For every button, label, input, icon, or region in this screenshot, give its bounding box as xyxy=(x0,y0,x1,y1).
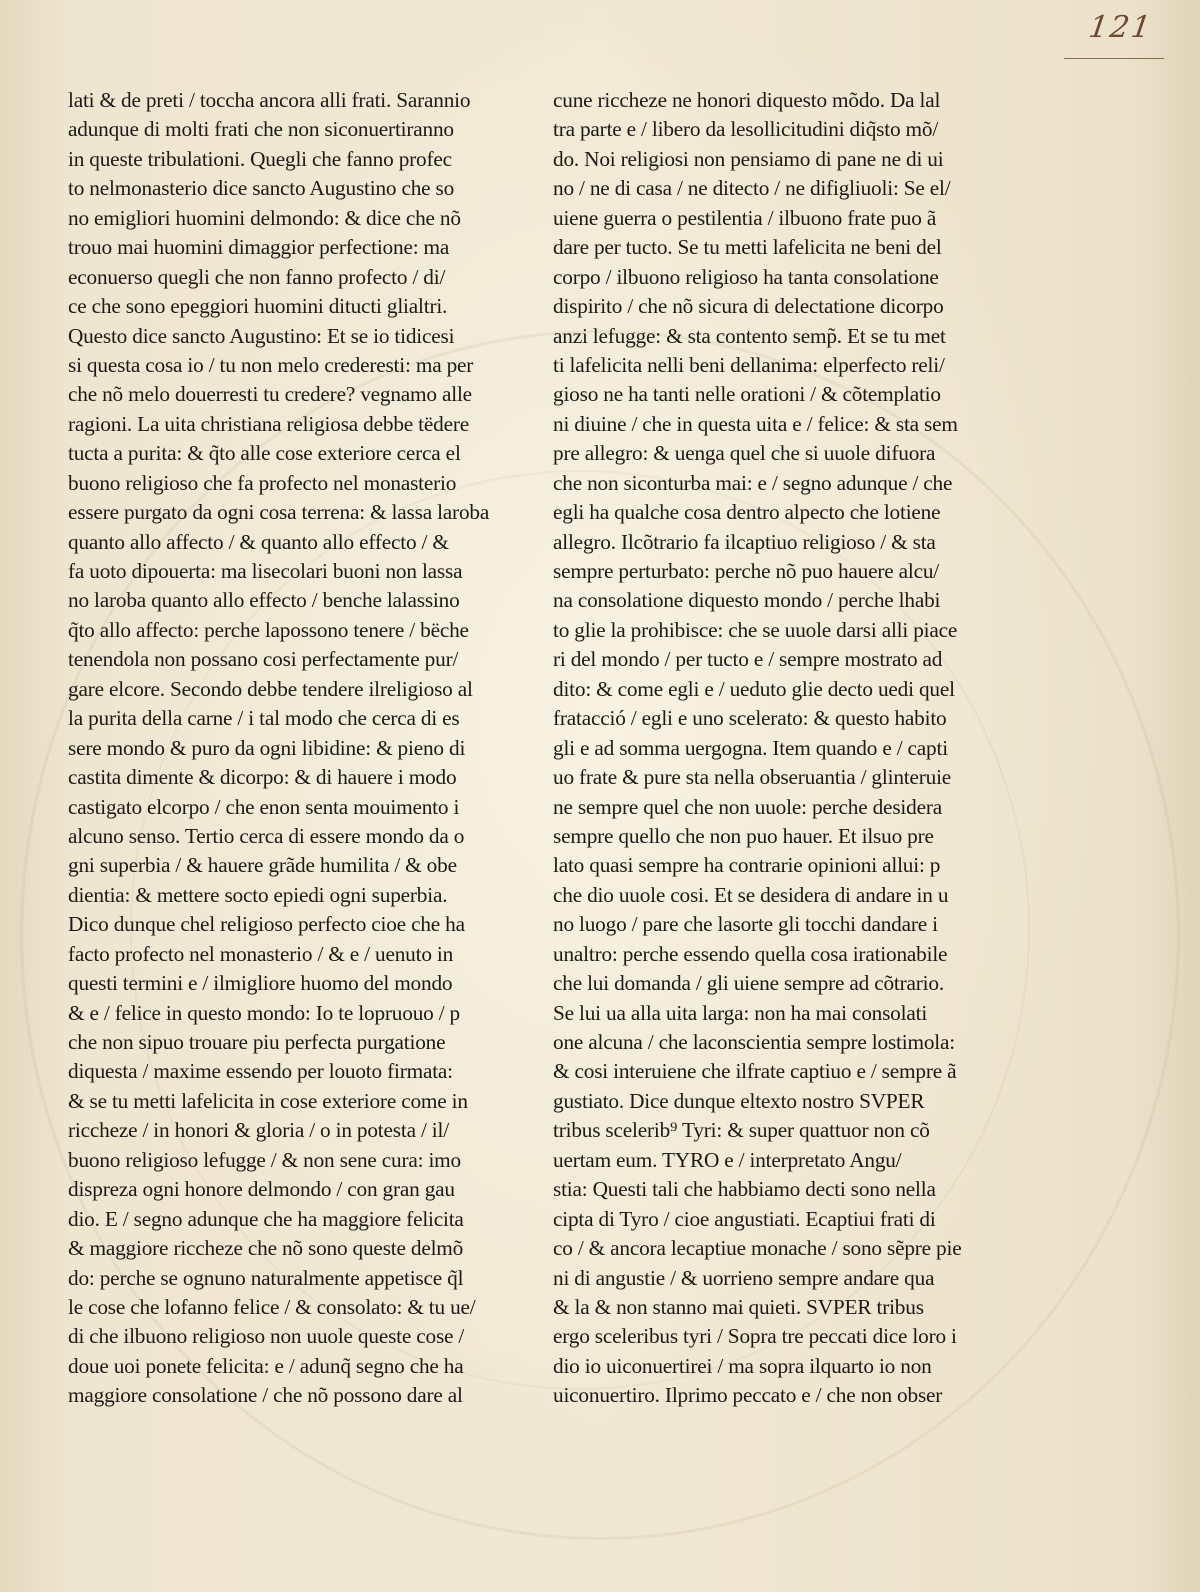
left-column-line: doue uoi ponete felicita: e / adunq̃ segno che ha xyxy=(68,1353,464,1378)
right-column-line: pre allegro: & uenga quel che si uuole difuora xyxy=(553,441,936,466)
left-column-line: questi termini e / ilmigliore huomo del mondo xyxy=(68,971,453,996)
right-column-line: ti lafelicita nelli beni dellanima: elperfecto reli/ xyxy=(553,352,945,377)
right-column-line: che non siconturba mai: e / segno adunque / che xyxy=(553,470,953,495)
left-column-line: in queste tribulationi. Quegli che fanno profec xyxy=(68,146,452,171)
right-column-line: Se lui ua alla uita larga: non ha mai consolati xyxy=(553,1000,928,1025)
left-column-line: Dico dunque chel religioso perfecto cioe che ha xyxy=(68,912,465,937)
left-column-line: sere mondo & puro da ogni libidine: & pieno di xyxy=(68,735,466,760)
right-column-line: cipta di Tyro / cioe angustiati. Ecaptiui frati di xyxy=(553,1206,936,1231)
right-column-line: dito: & come egli e / ueduto glie decto uedi quel xyxy=(553,676,955,701)
left-column-line: le cose che lofanno felice / & consolato: & tu ue/ xyxy=(68,1294,476,1319)
right-column-line: to glie la prohibisce: che se uuole darsi alli piace xyxy=(553,617,958,642)
left-column-line: dio. E / segno adunque che ha maggiore felicita xyxy=(68,1206,464,1231)
left-column-line: gare elcore. Secondo debbe tendere ilreligioso al xyxy=(68,676,473,701)
left-column-line: gni superbia / & hauere grãde humilita / & obe xyxy=(68,853,457,878)
right-column-line: uiene guerra o pestilentia / ilbuono frate puo ã xyxy=(553,205,937,230)
left-column-line: q̃to allo affecto: perche lapossono tenere / bëche xyxy=(68,617,469,642)
left-column-line: buono religioso che fa profecto nel monasterio xyxy=(68,470,457,495)
left-column-line: to nelmonasterio dice sancto Augustino che so xyxy=(68,176,455,201)
right-column-line: uo frate & pure sta nella obseruantia / glinteruie xyxy=(553,765,952,790)
right-column-line: ni diuine / che in questa uita e / felice: & sta sem xyxy=(553,411,958,436)
right-column-line: dare per tucto. Se tu metti lafelicita ne beni del xyxy=(553,235,942,260)
right-column-line: che lui domanda / gli uiene sempre ad cõtrario. xyxy=(553,971,944,996)
right-column-line: che dio uuole cosi. Et se desidera di andare in u xyxy=(553,882,949,907)
right-column-line: co / & ancora lecaptiue monache / sono sẽpre pie xyxy=(553,1236,962,1261)
left-column-line: do: perche se ognuno naturalmente appetisce q̃l xyxy=(68,1265,464,1290)
folio-underline xyxy=(1064,58,1164,59)
left-column-line: & maggiore riccheze che nõ sono queste delmõ xyxy=(68,1236,464,1261)
left-column-line: & se tu metti lafelicita in cose exteriore come in xyxy=(68,1088,468,1113)
left-column-line: trouo mai huomini dimaggior perfectione: ma xyxy=(68,235,450,260)
left-column-line: riccheze / in honori & gloria / o in potesta / il/ xyxy=(68,1118,449,1143)
right-column-line: ni di angustie / & uorrieno sempre andare qua xyxy=(553,1265,935,1290)
left-column-line: diquesta / maxime essendo per louoto firmata: xyxy=(68,1059,453,1084)
right-column-line: ne sempre quel che non uuole: perche desidera xyxy=(553,794,942,819)
left-column-line: che non sipuo trouare piu perfecta purgatione xyxy=(68,1030,446,1054)
right-column-line: uiconuertiro. Ilprimo peccato e / che non obser xyxy=(553,1383,943,1408)
right-column-line: corpo / ilbuono religioso ha tanta consolatione xyxy=(553,264,939,289)
left-column-line: si questa cosa io / tu non melo crederesti: ma per xyxy=(68,352,474,377)
left-column-line: castita dimente & dicorpo: & di hauere i modo xyxy=(68,765,457,790)
right-column-line: no luogo / pare che lasorte gli tocchi dandare i xyxy=(553,912,938,937)
right-column-line: & cosi interuiene che ilfrate captiuo e / sempre ã xyxy=(553,1059,957,1084)
left-column-line: fa uoto dipouerta: ma lisecolari buoni non lassa xyxy=(68,559,463,583)
right-column-line: gli e ad somma uergogna. Item quando e / capti xyxy=(553,735,948,760)
left-column-line: dientia: & mettere socto epiedi ogni superbia. xyxy=(68,882,448,907)
right-column-line: dio io uiconuertirei / ma sopra ilquarto io non xyxy=(553,1353,932,1378)
left-column-line: essere purgato da ogni cosa terrena: & lassa laroba xyxy=(68,500,490,525)
left-column-line: tucta a purita: & q̃to alle cose exteriore cerca el xyxy=(68,441,461,466)
left-column-line: ragioni. La uita christiana religiosa debbe tëdere xyxy=(68,411,469,436)
right-column-line: ergo sceleribus tyri / Sopra tre peccati dice loro i xyxy=(553,1324,957,1349)
left-text-column xyxy=(68,86,518,1411)
right-column-line: egli ha qualche cosa dentro alpecto che lotiene xyxy=(553,500,941,525)
left-column-line: no emigliori huomini delmondo: & dice che nõ xyxy=(68,205,461,230)
left-column-line: adunque di molti frati che non siconuertiranno xyxy=(68,117,454,142)
left-column-line: lati & de preti / toccha ancora alli frati. Sarannio xyxy=(68,88,471,112)
left-column-line: Questo dice sancto Augustino: Et se io tidicesi xyxy=(68,323,455,348)
right-column-line: sempre quello che non puo hauer. Et ilsuo pre xyxy=(553,823,934,848)
right-column-line: fratacció / egli e uno scelerato: & questo habito xyxy=(553,706,947,731)
right-column-line: do. Noi religiosi non pensiamo di pane ne di ui xyxy=(553,146,944,171)
left-column-line: castigato elcorpo / che enon senta mouimento i xyxy=(68,794,460,819)
folio-number: 121 xyxy=(1086,10,1155,45)
right-column-line: gustiato. Dice dunque eltexto nostro SVPER xyxy=(553,1088,925,1113)
left-column-line: buono religioso lefugge / & non sene cura: imo xyxy=(68,1147,461,1172)
right-column-line: unaltro: perche essendo quella cosa irationabile xyxy=(553,941,948,966)
left-column-line: quanto allo affecto / & quanto allo effecto / & xyxy=(68,529,449,554)
right-column-line: dispirito / che nõ sicura di delectatione dicorpo xyxy=(553,294,944,319)
right-column-line: no / ne di casa / ne ditecto / ne difigliuoli: Se el/ xyxy=(553,176,951,201)
left-column-line: econuerso quegli che non fanno profecto / di/ xyxy=(68,264,446,289)
right-text-column xyxy=(553,86,993,1411)
left-column-line: maggiore consolatione / che nõ possono dare al xyxy=(68,1383,463,1408)
left-column-line: dispreza ogni honore delmondo / con gran gau xyxy=(68,1177,455,1202)
right-column-line: lato quasi sempre ha contrarie opinioni allui: p xyxy=(553,853,941,878)
right-column-line: ri del mondo / per tucto e / sempre mostrato ad xyxy=(553,647,943,672)
right-column-line: sempre perturbato: perche nõ puo hauere alcu/ xyxy=(553,559,940,583)
left-column-line: tenendola non possano cosi perfectamente pur/ xyxy=(68,647,459,672)
right-column-line: stia: Questi tali che habbiamo decti sono nella xyxy=(553,1177,936,1202)
right-column-line: uertam eum. TYRO e / interpretato Angu/ xyxy=(553,1147,902,1172)
right-column-line: tra parte e / libero da lesollicitudini diq̃sto mõ/ xyxy=(553,117,939,142)
left-column-line: la purita della carne / i tal modo che cerca di es xyxy=(68,706,460,731)
left-column-line: no laroba quanto allo effecto / benche lalassino xyxy=(68,588,460,613)
right-column-line: cune riccheze ne honori diquesto mõdo. Da lal xyxy=(553,88,941,112)
right-column-line: na consolatione diquesto mondo / perche lhabi xyxy=(553,588,941,613)
left-column-line: che nõ melo douerresti tu credere? vegnamo alle xyxy=(68,382,472,407)
right-column-line: one alcuna / che laconscientia sempre lostimola: xyxy=(553,1030,955,1054)
right-column-line: allegro. Ilcõtrario fa ilcaptiuo religioso / & sta xyxy=(553,529,936,554)
right-column-line: & la & non stanno mai quieti. SVPER tribus xyxy=(553,1294,924,1319)
right-column-line: tribus scelerib⁹ Tyri: & super quattuor non cõ xyxy=(553,1118,930,1143)
left-column-line: facto profecto nel monasterio / & e / uenuto in xyxy=(68,941,454,966)
left-column-line: alcuno senso. Tertio cerca di essere mondo da o xyxy=(68,823,465,848)
right-column-line: anzi lefugge: & sta contento semp̃. Et se tu met xyxy=(553,323,946,348)
left-column-line: ce che sono epeggiori huomini ditucti glialtri. xyxy=(68,294,448,319)
left-column-line: & e / felice in questo mondo: Io te lopruouo / p xyxy=(68,1000,461,1025)
right-column-line: gioso ne ha tanti nelle orationi / & cõtemplatio xyxy=(553,382,941,407)
left-column-line: di che ilbuono religioso non uuole queste cose / xyxy=(68,1324,465,1349)
